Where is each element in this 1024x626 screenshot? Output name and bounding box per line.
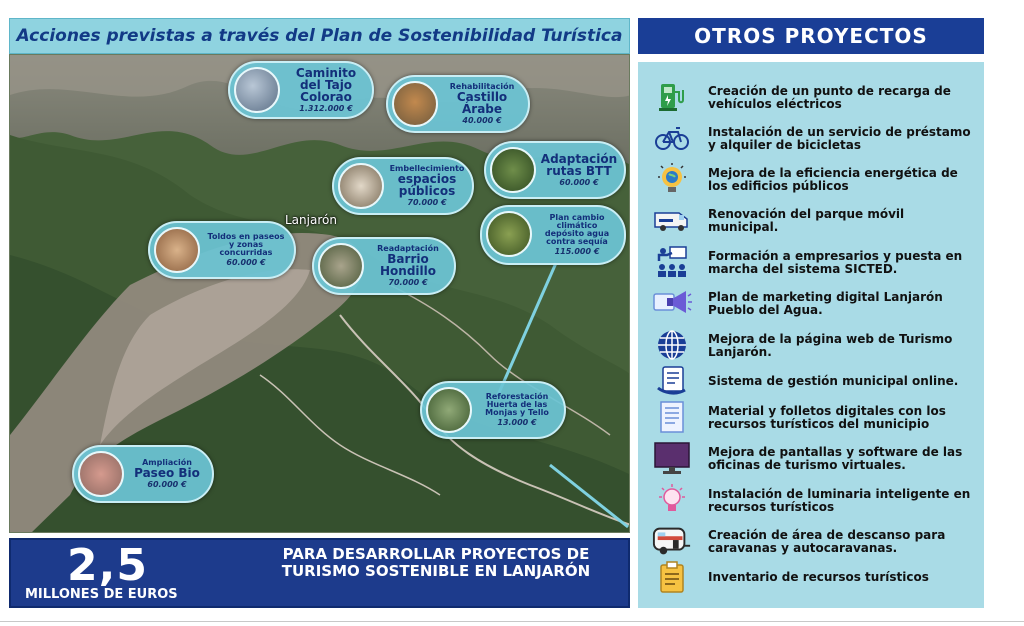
caravan-icon <box>652 524 692 558</box>
action-text <box>476 385 558 435</box>
action-amount: 115.000 € <box>554 247 600 256</box>
project-item <box>638 201 984 241</box>
project-item <box>638 243 984 283</box>
action-text <box>442 79 522 129</box>
project-item <box>638 326 984 366</box>
action-text <box>368 241 448 291</box>
megaphone-icon <box>652 286 692 320</box>
funding-unit: MILLONES DE EUROS <box>25 587 178 602</box>
action-title: Toldos en paseos y zonas concurridas <box>207 232 285 257</box>
project-text: Formación a empresarios y puesta en marcha del sistema SICTED. <box>708 248 963 276</box>
action-title: Reforestación Huerta de las Monjas y Tello <box>485 392 549 417</box>
action-text <box>128 449 206 499</box>
project-item <box>638 398 984 438</box>
map-title: Acciones previstas a través del Plan de Sostenibilidad Turística <box>9 18 630 54</box>
photo-thumbnail <box>486 211 532 257</box>
project-item <box>638 558 984 598</box>
action-amount: 13.000 € <box>497 418 537 427</box>
action-title: Barrio Hondillo <box>379 252 436 278</box>
globe-icon <box>652 328 692 362</box>
action-text <box>286 65 366 115</box>
project-item <box>638 160 984 200</box>
action-title: Plan cambio climático depósito agua contra sequía <box>544 213 610 246</box>
action-text <box>536 209 618 261</box>
action-amount: 40.000 € <box>462 116 502 125</box>
photo-thumbnail <box>318 243 364 289</box>
action-subtitle: Ampliación <box>142 458 192 467</box>
project-text: Creación de un punto de recarga de vehículos eléctricos <box>708 83 951 111</box>
project-text: Mejora de pantallas y software de las oficinas de turismo virtuales. <box>708 444 963 472</box>
action-bubble-deposito <box>480 205 626 265</box>
action-title: Castillo Árabe <box>456 90 508 116</box>
photo-thumbnail <box>78 451 124 497</box>
action-title: Paseo Bio <box>134 466 200 480</box>
project-item <box>638 439 984 479</box>
funding-description: PARA DESARROLLAR PROYECTOS DE TURISMO SOSTENIBLE EN LANJARÓN <box>281 545 591 581</box>
project-item <box>638 119 984 159</box>
project-item <box>638 481 984 521</box>
training-icon <box>652 245 692 279</box>
project-item <box>638 78 984 118</box>
project-item <box>638 522 984 562</box>
other-projects-title: OTROS PROYECTOS <box>638 18 984 54</box>
project-text: Plan de marketing digital Lanjarón Pueblo del Agua. <box>708 289 943 317</box>
action-bubble-castillo <box>386 75 530 133</box>
photo-thumbnail <box>154 227 200 273</box>
action-text <box>388 161 466 211</box>
funding-banner <box>9 538 630 608</box>
project-text: Creación de área de descanso para caravanas y autocaravanas. <box>708 527 946 555</box>
project-text: Mejora de la eficiencia energética de los edificios públicos <box>708 165 958 193</box>
action-amount: 70.000 € <box>407 198 447 207</box>
aerial-map <box>9 54 630 533</box>
photo-thumbnail <box>338 163 384 209</box>
project-item <box>638 362 984 402</box>
photo-thumbnail <box>392 81 438 127</box>
van-icon <box>652 203 692 237</box>
action-subtitle: Embellecimiento <box>389 164 465 173</box>
town-label: Lanjarón <box>285 213 337 227</box>
lightbulb-globe-icon <box>652 162 692 196</box>
project-text: Instalación de luminaria inteligente en recursos turísticos <box>708 486 971 514</box>
action-subtitle: Rehabilitación <box>449 82 515 91</box>
photo-thumbnail <box>234 67 280 113</box>
funding-amount: 2,5 <box>67 540 148 591</box>
project-text: Mejora de la página web de Turismo Lanjarón. <box>708 331 953 359</box>
bicycle-icon <box>652 121 692 155</box>
action-bubble-btt <box>484 141 626 199</box>
project-text: Sistema de gestión municipal online. <box>708 374 959 389</box>
project-text: Instalación de un servicio de préstamo y alquiler de bicicletas <box>708 124 971 152</box>
clipboard-icon <box>652 560 692 594</box>
online-management-icon <box>652 364 692 398</box>
project-item <box>638 284 984 324</box>
action-bubble-reforestacion <box>420 381 566 439</box>
action-text <box>204 225 288 275</box>
monitor-icon <box>652 441 692 475</box>
action-amount: 1.312.000 € <box>299 104 353 113</box>
footer-divider <box>0 621 1024 622</box>
action-bubble-hondillo <box>312 237 456 295</box>
project-text: Inventario de recursos turísticos <box>708 570 929 585</box>
action-bubble-espacios <box>332 157 474 215</box>
project-text: Renovación del parque móvil municipal. <box>708 206 905 234</box>
action-text <box>540 145 618 195</box>
document-icon <box>652 400 692 434</box>
action-bubble-caminito <box>228 61 374 119</box>
project-text: Material y folletos digitales con los recursos turísticos del municipio <box>708 403 946 431</box>
ev-charger-icon <box>652 80 692 114</box>
action-amount: 60.000 € <box>226 258 266 267</box>
action-bubble-paseo-bio <box>72 445 214 503</box>
smart-bulb-icon <box>652 483 692 517</box>
photo-thumbnail <box>426 387 472 433</box>
action-bubble-toldos <box>148 221 296 279</box>
photo-thumbnail <box>490 147 536 193</box>
action-title: Adaptación rutas BTT <box>540 152 618 178</box>
action-amount: 60.000 € <box>147 480 187 489</box>
action-title: Caminito del Tajo Colorao <box>295 66 357 104</box>
other-projects-panel <box>638 62 984 608</box>
action-amount: 70.000 € <box>388 278 428 287</box>
action-amount: 60.000 € <box>559 178 599 187</box>
action-subtitle: Readaptación <box>377 244 439 253</box>
action-title: espacios públicos <box>397 172 457 198</box>
